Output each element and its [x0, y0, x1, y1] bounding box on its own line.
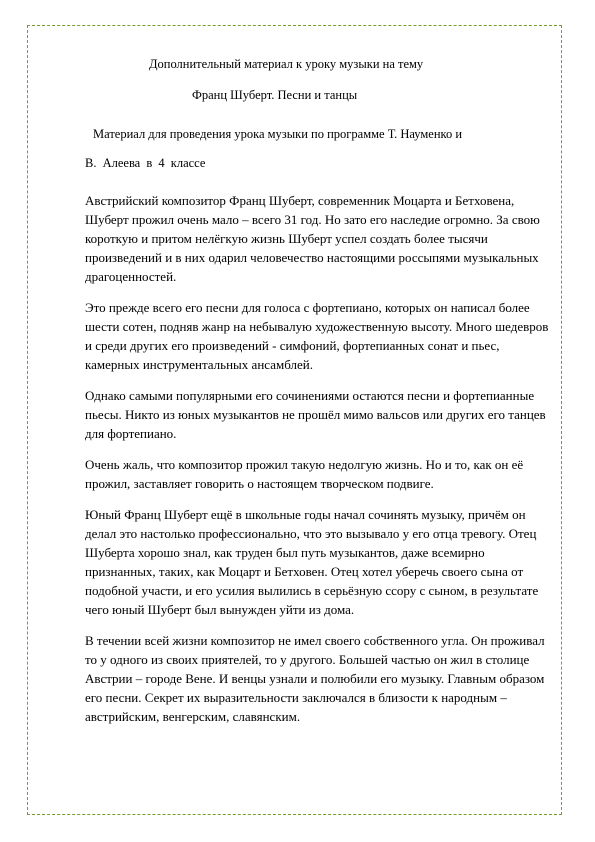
intro-line-2: В. Алеева в 4 классе — [85, 156, 206, 170]
paragraph-3: Однако самыми популярными его сочинениями остаются песни и фортепианные пьесы. Никто из юных музыкантов не прошёл мимо вальсов или других его танцев для фортепиано. — [85, 388, 546, 441]
paragraph-1: Австрийский композитор Франц Шуберт, современник Моцарта и Бетховена, Шуберт прожил очень мало – всего 31 год. Но зато его наследие огромно. За свою короткую и притом нелёгкую жизнь Шуберт успел создать более тысячи произведений и в них одарил человечество настоящими россыпями музыкальных драгоценностей. — [85, 193, 540, 284]
paragraph-4: Очень жаль, что композитор прожил такую недолгую жизнь. Но и то, как он её прожил, заставляет говорить о настоящем творческом подвиге. — [85, 457, 524, 491]
title-line-2: Франц Шуберт. Песни и танцы — [192, 88, 358, 102]
paragraph-5: Юный Франц Шуберт ещё в школьные годы начал сочинять музыку, причём он делал это настолько профессионально, что это вызывало у его отца тревогу. Отец Шуберта хорошо знал, как труден был путь музыкантов, даже всемирно признанных, таких, как Моцарт и Бетховен. Отец хотел уберечь своего сына от подобной участи, и его усилия вылились в серьёзную ссору с сыном, в результате чего юный Шуберт был вынужден уйти из дома. — [85, 507, 539, 617]
paragraph-6: В течении всей жизни композитор не имел своего собственного угла. Он проживал то у одного из своих приятелей, то у другого. Большей частью он жил в столице Австрии – городе Вене. И венцы узнали и полюбили его музыку. Главным образом его песни. Секрет их выразительности заключался в близости к народным – австрийским, венгерским, славянским. — [85, 633, 545, 724]
title-line-1: Дополнительный материал к уроку музыки на тему — [149, 57, 424, 71]
intro-line-1: Материал для проведения урока музыки по программе Т. Науменко и — [93, 127, 463, 141]
document-body — [85, 55, 555, 738]
paragraph-2: Это прежде всего его песни для голоса с фортепиано, которых он написал более шести сотен, подняв жанр на небывалую художественную высоту. Много шедевров и среди других его произведений - симфоний, фортепианных сонат и пьес, камерных инструментальных ансамблей. — [85, 300, 549, 372]
